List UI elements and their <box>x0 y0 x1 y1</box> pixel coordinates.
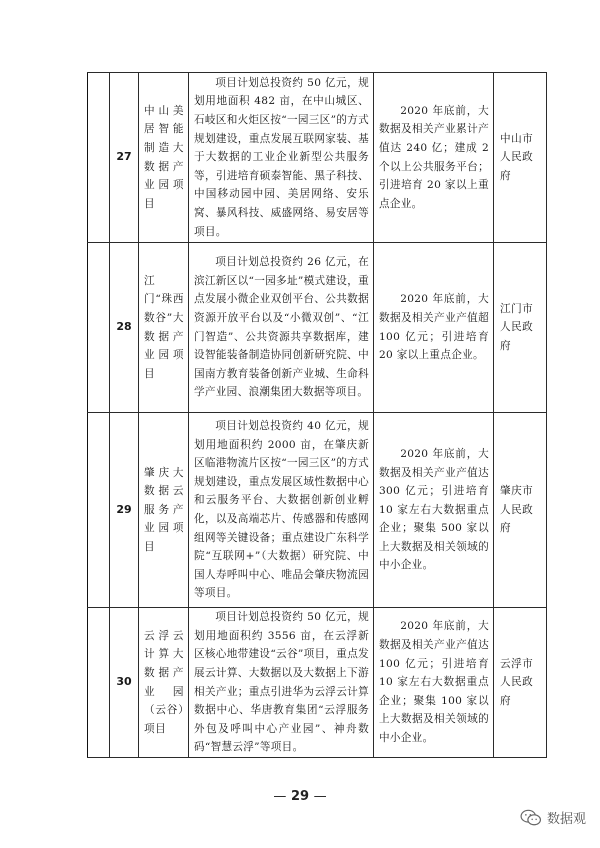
responsible-unit: 中山市人民政府 <box>494 73 547 243</box>
project-description: 项目计划总投资约 50 亿元，规划用地面积 482 亩，在中山城区、石岐区和火炬区按“一园三区”的方式规划建设，重点发展互联网家装、基于大数据的工业企业新型公共服务等，引进培育硕泰智能、黑子科技、中国移动园中园、美居网络、安乐窝、暴风科技、威盛网络、易安居等项目。 <box>189 73 374 243</box>
project-name: 云浮云计算大数据产业园（云谷）项目 <box>139 608 189 758</box>
project-goal: 2020 年底前，大数据及相关产业累计产值达 240 亿；建成 2 个以上公共服务平台；引进培育 20 家以上重点企业。 <box>374 73 494 243</box>
table-row <box>88 413 547 608</box>
blank-cell <box>88 413 110 608</box>
project-description: 项目计划总投资约 40 亿元，规划用地面积约 2000 亩，在肇庆新区临港物流片区按“一园三区”的方式规划建设，重点发展区域性数据中心和云服务平台、大数据创新创业孵化，以及高端芯片、传感器和传感网组网等关键设备；重点建设广东科学院“互联网+”（大数据）研究院、中国人寿呼叫中心、唯品会肇庆物流园等项目。 <box>189 413 374 608</box>
project-table <box>87 72 547 758</box>
table-row <box>88 73 547 243</box>
page-number-value: 29 <box>290 789 310 804</box>
project-name: 中山美居智能制造大数据产业园项目 <box>139 73 189 243</box>
project-name: 肇庆大数据云服务产业园项目 <box>139 413 189 608</box>
responsible-unit: 云浮市人民政府 <box>494 608 547 758</box>
row-number: 29 <box>110 413 139 608</box>
project-name: 江 门“珠西数谷”大数据产业园项目 <box>139 243 189 413</box>
table-row <box>88 243 547 413</box>
responsible-unit: 肇庆市人民政府 <box>494 413 547 608</box>
wechat-icon <box>520 809 542 827</box>
blank-cell <box>88 73 110 243</box>
project-description: 项目计划总投资约 26 亿元，在滨江新区以“一园多址”模式建设，重点发展小微企业双创平台、公共数据资源开放平台以及“小微双创”、“江门智造”、公共资源共享数据库，建设智能装备制造协同创新研究院、中国南方教育装备创新产业城、生命科学产业园、浪潮集团大数据等项目。 <box>189 243 374 413</box>
row-number: 27 <box>110 73 139 243</box>
responsible-unit: 江门市人民政府 <box>494 243 547 413</box>
page-dash-left: — <box>273 789 287 804</box>
project-goal: 2020 年底前，大数据及相关产业产值达 100 亿元；引进培育 10 家左右大数据重点企业；聚集 100 家以上大数据及相关领域的中小企业。 <box>374 608 494 758</box>
project-goal: 2020 年底前，大数据及相关产业产值超 100 亿元；引进培育 20 家以上重点企业。 <box>374 243 494 413</box>
table-row <box>88 608 547 758</box>
row-number: 30 <box>110 608 139 758</box>
watermark <box>520 808 586 827</box>
watermark-label: 数据观 <box>546 812 586 827</box>
row-number: 28 <box>110 243 139 413</box>
project-description: 项目计划总投资约 50 亿元，规划用地面积约 3556 亩，在云浮新区核心地带建设“云谷”项目，重点发展云计算、大数据以及大数据上下游相关产业；重点引进华为云浮云计算数据中心、华唐教育集团“云浮服务外包及呼叫中心产业园”、神舟数码“智慧云浮”等项目。 <box>189 608 374 758</box>
project-goal: 2020 年底前，大数据及相关产业产值达 300 亿元；引进培育 10 家左右大数据重点企业；聚集 500 家以上大数据及相关领域的中小企业。 <box>374 413 494 608</box>
page-dash-right: — <box>313 789 327 804</box>
blank-cell <box>88 608 110 758</box>
page-number <box>0 789 600 804</box>
blank-cell <box>88 243 110 413</box>
